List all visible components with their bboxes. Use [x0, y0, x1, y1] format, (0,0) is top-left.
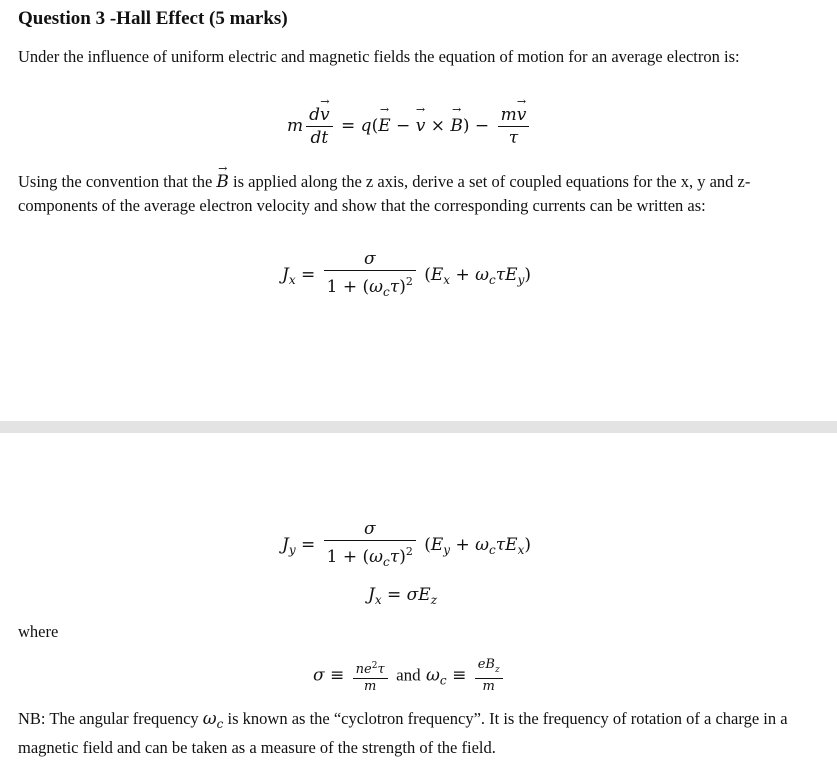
omega-c-symbol: $\omega_c$	[202, 709, 224, 731]
convention-text-start: Using the convention that the	[18, 172, 213, 191]
and-word: and	[396, 665, 421, 685]
definitions-equation: σ ≡ $\frac{ne^2\tau}{m}$ and $\omega_c$ ≡ $\frac{eB_z}{m}$	[313, 657, 506, 695]
convention-text-end: is applied along the z axis, derive a set of coupled equations for the x, y and z-components of the average electron velocity and show that the corresponding currents can be written as:	[18, 172, 751, 215]
equation-jy: $J_y$ = $\frac{\sigma}{1 + (\omega_c\tau)^2}$ $(E_y + \omega_c\tau E_x)$	[282, 519, 531, 569]
b-field-symbol: B →	[216, 172, 229, 192]
intro-paragraph: Under the influence of uniform electric and magnetic fields the equation of motion for an average electron is:	[18, 47, 740, 66]
equation-jz: $J_x = \sigma E_z$	[368, 585, 438, 607]
nb-text-start: NB: The angular frequency	[18, 709, 199, 728]
equation-of-motion: m $\frac{dv \to}{dt}$ = q(E → − v → × B →) − $\frac{mv \to}{\tau}$	[287, 104, 532, 149]
nb-paragraph	[18, 707, 823, 760]
convention-paragraph	[18, 170, 818, 218]
where-label: where	[18, 622, 59, 641]
section-divider	[0, 421, 837, 433]
question-title: Question 3 -Hall Effect (5 marks)	[18, 8, 288, 29]
equation-jx: $J_x$ = $\frac{\sigma}{1 + (\omega_c\tau)^2}$ $(E_x + \omega_c\tau E_y)$	[282, 249, 531, 299]
nb-text-end: is known as the “cyclotron frequency”. It is the frequency of rotation of a charge in a magnetic field and can be taken as a measure of the strength of the field.	[18, 709, 788, 757]
